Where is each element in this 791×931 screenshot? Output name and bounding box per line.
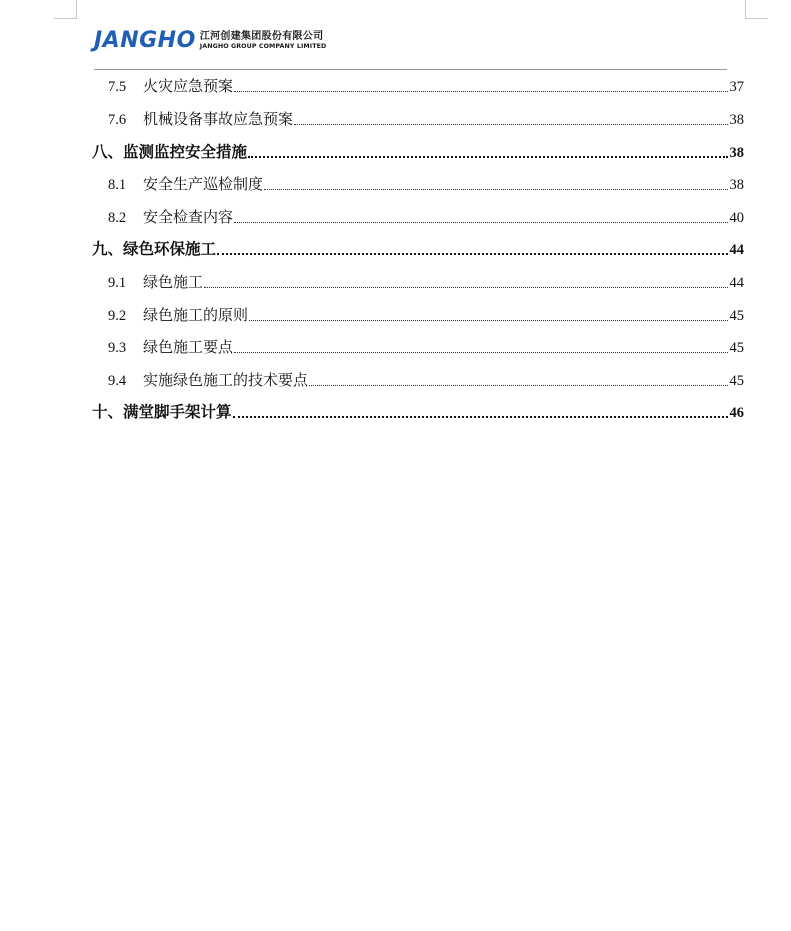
toc-entry-number: 8.1 <box>108 177 127 193</box>
toc-entry[interactable] <box>0 205 744 227</box>
toc-entry-page: 37 <box>729 79 744 95</box>
toc-entry-page: 38 <box>729 112 744 128</box>
toc-leader-dots <box>233 416 728 418</box>
toc-entry[interactable] <box>0 335 744 357</box>
toc-entry-page: 46 <box>729 405 744 421</box>
toc-entry-title: 九、绿色环保施工 <box>92 241 217 258</box>
toc-entry-number: 7.5 <box>108 79 127 95</box>
company-logo: JANGHO <box>94 28 196 53</box>
toc-leader-dots <box>309 385 727 386</box>
toc-entry-page: 45 <box>729 308 744 324</box>
toc-leader-dots <box>294 124 727 125</box>
toc-entry-title: 安全检查内容 <box>143 210 234 226</box>
company-name-block <box>200 32 327 50</box>
toc-entry[interactable] <box>0 368 744 390</box>
toc-entry-title: 绿色施工要点 <box>143 340 234 356</box>
toc-entry-page: 45 <box>729 373 744 389</box>
toc-entry-page: 44 <box>729 275 744 291</box>
toc-entry[interactable] <box>0 270 744 292</box>
toc-entry[interactable] <box>0 74 744 96</box>
toc-entry-title: 绿色施工 <box>143 275 204 291</box>
toc-entry-title: 机械设备事故应急预案 <box>143 112 294 128</box>
crop-mark-top-left <box>54 0 77 19</box>
toc-entry[interactable] <box>0 107 744 129</box>
toc-entry-title: 十、满堂脚手架计算 <box>92 404 232 421</box>
crop-mark-top-right <box>745 0 768 19</box>
toc-entry-page: 44 <box>729 242 744 258</box>
toc-entry-number: 8.2 <box>108 210 127 226</box>
toc-entry-number: 9.1 <box>108 275 127 291</box>
toc-leader-dots <box>234 222 727 223</box>
toc-entry-number: 9.2 <box>108 308 127 324</box>
toc-chapter-entry[interactable] <box>0 400 744 422</box>
company-name-en: JANGHO GROUP COMPANY LIMITED <box>199 42 327 50</box>
toc-leader-dots <box>234 352 727 353</box>
toc-entry[interactable] <box>0 303 744 325</box>
toc-leader-dots <box>204 287 727 288</box>
page-header <box>94 29 326 53</box>
toc-entry-page: 38 <box>729 145 744 161</box>
toc-leader-dots <box>217 253 727 255</box>
toc-chapter-entry[interactable] <box>0 237 744 259</box>
toc-leader-dots <box>249 320 727 321</box>
toc-entry-title: 火灾应急预案 <box>143 79 234 95</box>
toc-entry-title: 绿色施工的原则 <box>143 308 249 324</box>
toc-entry[interactable] <box>0 172 744 194</box>
toc-leader-dots <box>248 156 727 158</box>
toc-entry-page: 45 <box>729 340 744 356</box>
toc-chapter-entry[interactable] <box>0 140 744 162</box>
toc-entry-number: 7.6 <box>108 112 127 128</box>
header-divider <box>94 69 727 70</box>
company-name-cn: 江河创建集团股份有限公司 <box>199 30 324 42</box>
toc-entry-title: 安全生产巡检制度 <box>143 177 264 193</box>
toc-entry-title: 实施绿色施工的技术要点 <box>143 373 309 389</box>
toc-entry-number: 9.4 <box>108 373 127 389</box>
toc-entry-page: 38 <box>729 177 744 193</box>
toc-leader-dots <box>234 91 727 92</box>
toc-entry-page: 40 <box>729 210 744 226</box>
toc-entry-number: 9.3 <box>108 340 127 356</box>
toc-leader-dots <box>264 189 727 190</box>
toc-entry-title: 八、监测监控安全措施 <box>92 144 248 161</box>
